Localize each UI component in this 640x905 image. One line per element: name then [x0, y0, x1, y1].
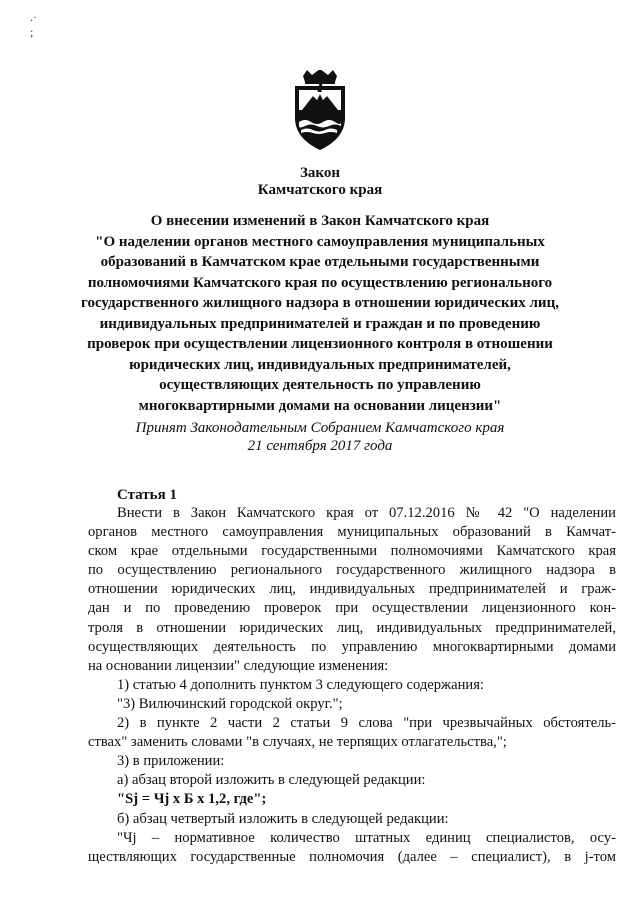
body-line: ществляющих государственные полномочия (далее – специалист), в j-том [88, 848, 616, 865]
article-body [88, 504, 616, 867]
body-line: "Sj = Чj х Б х 1,2, где"; [117, 791, 267, 808]
body-line: по осуществлению регионального государственного жилищного надзора в [88, 562, 616, 579]
heading-line: полномочиями Камчатского края по осуществлению регионального [87, 274, 553, 291]
adoption-note: Принят Законодательным Собранием Камчатского края [135, 420, 505, 436]
heading-line: индивидуальных предпринимателей и граждан и по проведению [99, 315, 541, 332]
body-line: "3) Вилючинский городской округ."; [117, 695, 343, 712]
body-line: б) абзац четвертый изложить в следующей редакции: [117, 810, 449, 827]
adoption-date: 21 сентября 2017 года [247, 438, 393, 454]
article-title: Статья 1 [117, 487, 177, 503]
heading-line: О внесении изменений в Закон Камчатского края [150, 213, 490, 229]
body-line: отношении юридических лиц, индивидуальных предпринимателей и граж- [88, 581, 616, 598]
body-line: 1) статью 4 дополнить пунктом 3 следующего содержания: [117, 676, 484, 693]
body-line: Внести в Закон Камчатского края от 07.12.2016 № 42 "О наделении [117, 505, 616, 521]
law-title: Закон [299, 165, 340, 181]
body-line: 3) в приложении: [117, 753, 225, 770]
heading-line: образований в Камчатском крае отдельными государственными [100, 254, 540, 270]
body-line: ском крае отдельными государственными полномочиями Камчатского края [88, 543, 616, 560]
body-line: 2) в пункте 2 части 2 статьи 9 слова "при чрезвычайных обстоятель- [117, 715, 616, 732]
heading-line: юридических лиц, индивидуальных предпринимателей, [129, 356, 511, 373]
region-title: Камчатского края [257, 182, 383, 198]
body-line: ствах" заменить словами "в случаях, не терпящих отлагательства,"; [88, 734, 507, 751]
heading-line: осуществляющих деятельность по управлению [159, 377, 481, 393]
body-line: "Чj – нормативное количество штатных единиц специалистов, осу- [117, 829, 616, 846]
kamchatka-coat-of-arms-icon [289, 70, 351, 152]
body-line: осуществляющих деятельность по управлению многоквартирными домами [88, 638, 616, 655]
heading-line: проверок при осуществлении лицензионного контроля в отношении [87, 336, 553, 352]
scan-specks: .· ; [30, 10, 37, 39]
heading-line: "О наделении органов местного самоуправления муниципальных [95, 233, 545, 250]
body-line: дан и по проведению проверок при осуществлении лицензионного кон- [88, 600, 616, 617]
body-line: троля в отношении юридических лиц, индивидуальных предпринимателей, [88, 619, 616, 636]
heading-line: государственного жилищного надзора в отношении юридических лиц, [81, 295, 559, 311]
heading-line: многоквартирными домами на основании лицензии" [138, 397, 502, 414]
body-line: органов местного самоуправления муниципальных образований в Камчат- [88, 524, 616, 541]
body-line: а) абзац второй изложить в следующей редакции: [117, 772, 426, 789]
law-heading [60, 211, 580, 416]
body-line: на основании лицензии" следующие изменения: [88, 657, 389, 674]
